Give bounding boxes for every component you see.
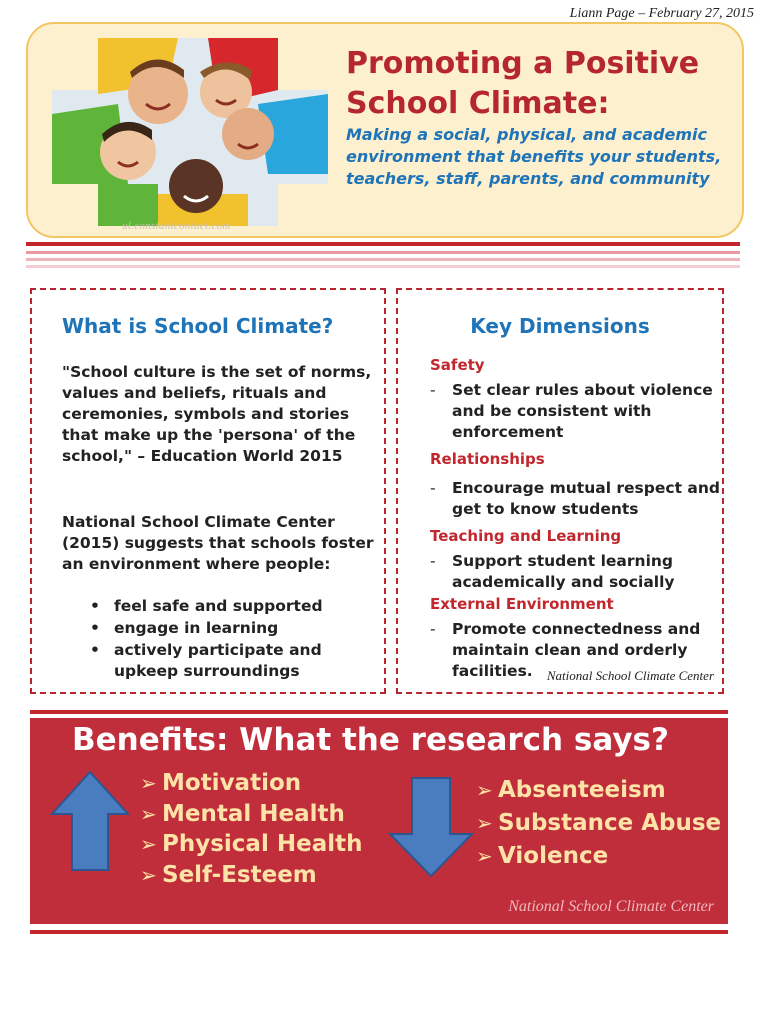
dimension-item: - Support student learning academically and socially bbox=[430, 552, 675, 591]
nscc-statement: National School Climate Center (2015) suggests that schools foster an environment where people: bbox=[62, 513, 374, 573]
divider-stripes bbox=[26, 242, 740, 272]
what-is-heading: What is School Climate? bbox=[62, 314, 334, 338]
benefits-bottom-rule bbox=[30, 930, 728, 934]
dimension-title: Safety bbox=[430, 356, 485, 374]
dimension-title: Relationships bbox=[430, 450, 545, 468]
list-item: • actively participate and upkeep surroundings bbox=[90, 641, 322, 680]
chevron-right-icon: ➢ bbox=[140, 832, 157, 856]
list-item: ➢ Violence bbox=[476, 840, 721, 873]
list-item: ➢ Motivation bbox=[140, 768, 362, 799]
chevron-right-icon: ➢ bbox=[476, 811, 493, 835]
arrow-up-icon bbox=[50, 770, 130, 872]
benefits-banner bbox=[30, 718, 728, 924]
photo-credit: ul.constantcontact.com bbox=[122, 220, 231, 232]
children-photo bbox=[48, 34, 330, 228]
bullet-icon: • bbox=[90, 619, 100, 637]
what-is-school-climate-panel bbox=[30, 288, 386, 694]
chevron-right-icon: ➢ bbox=[140, 771, 157, 795]
key-dimensions-panel bbox=[396, 288, 724, 694]
bullet-icon: • bbox=[90, 597, 100, 615]
list-item: • feel safe and supported bbox=[90, 597, 323, 615]
dimension-item: - Encourage mutual respect and get to know students bbox=[430, 479, 720, 518]
dimension-safety bbox=[430, 356, 720, 443]
chevron-right-icon: ➢ bbox=[476, 844, 493, 868]
dimension-title: External Environment bbox=[430, 595, 614, 613]
chevron-right-icon: ➢ bbox=[140, 801, 157, 826]
benefits-credit: National School Climate Center bbox=[508, 898, 714, 915]
bullet-icon: • bbox=[90, 641, 100, 659]
arrow-down-icon bbox=[388, 776, 474, 878]
people-bullet-list bbox=[62, 596, 380, 683]
benefits-heading: Benefits: What the research says? bbox=[72, 722, 669, 758]
list-item: ➢ Absenteeism bbox=[476, 774, 721, 807]
dimension-teaching-learning bbox=[430, 527, 720, 593]
chevron-right-icon: ➢ bbox=[476, 778, 493, 802]
dimension-item: - Promote connectedness and maintain clean and orderly facilities. bbox=[430, 620, 701, 680]
page-subtitle: Making a social, physical, and academic environment that benefits your students, teachers, staff, parents, and community bbox=[346, 125, 722, 188]
chevron-right-icon: ➢ bbox=[140, 862, 157, 887]
benefits-increase-list bbox=[140, 768, 362, 890]
benefits-decrease-list bbox=[476, 774, 721, 873]
byline: Liann Page – February 27, 2015 bbox=[569, 6, 754, 21]
page-title: Promoting a Positive School Climate: bbox=[346, 46, 700, 121]
dimension-title: Teaching and Learning bbox=[430, 527, 622, 545]
list-item: ➢ Mental Health bbox=[140, 799, 362, 830]
dimension-relationships bbox=[430, 450, 720, 520]
list-item: ➢ Physical Health bbox=[140, 829, 362, 860]
definition-quote: "School culture is the set of norms, values and beliefs, rituals and ceremonies, symbols and stories that make up the 'persona' of the school," – Education World 2015 bbox=[62, 363, 372, 465]
list-item: ➢ Substance Abuse bbox=[476, 807, 721, 840]
list-item: • engage in learning bbox=[90, 619, 279, 637]
list-item: ➢ Self-Esteem bbox=[140, 860, 362, 891]
key-dimensions-heading: Key Dimensions bbox=[470, 314, 650, 338]
dimensions-credit: National School Climate Center bbox=[546, 668, 714, 683]
benefits-top-rule bbox=[30, 710, 728, 714]
dimension-item: - Set clear rules about violence and be consistent with enforcement bbox=[430, 381, 713, 441]
